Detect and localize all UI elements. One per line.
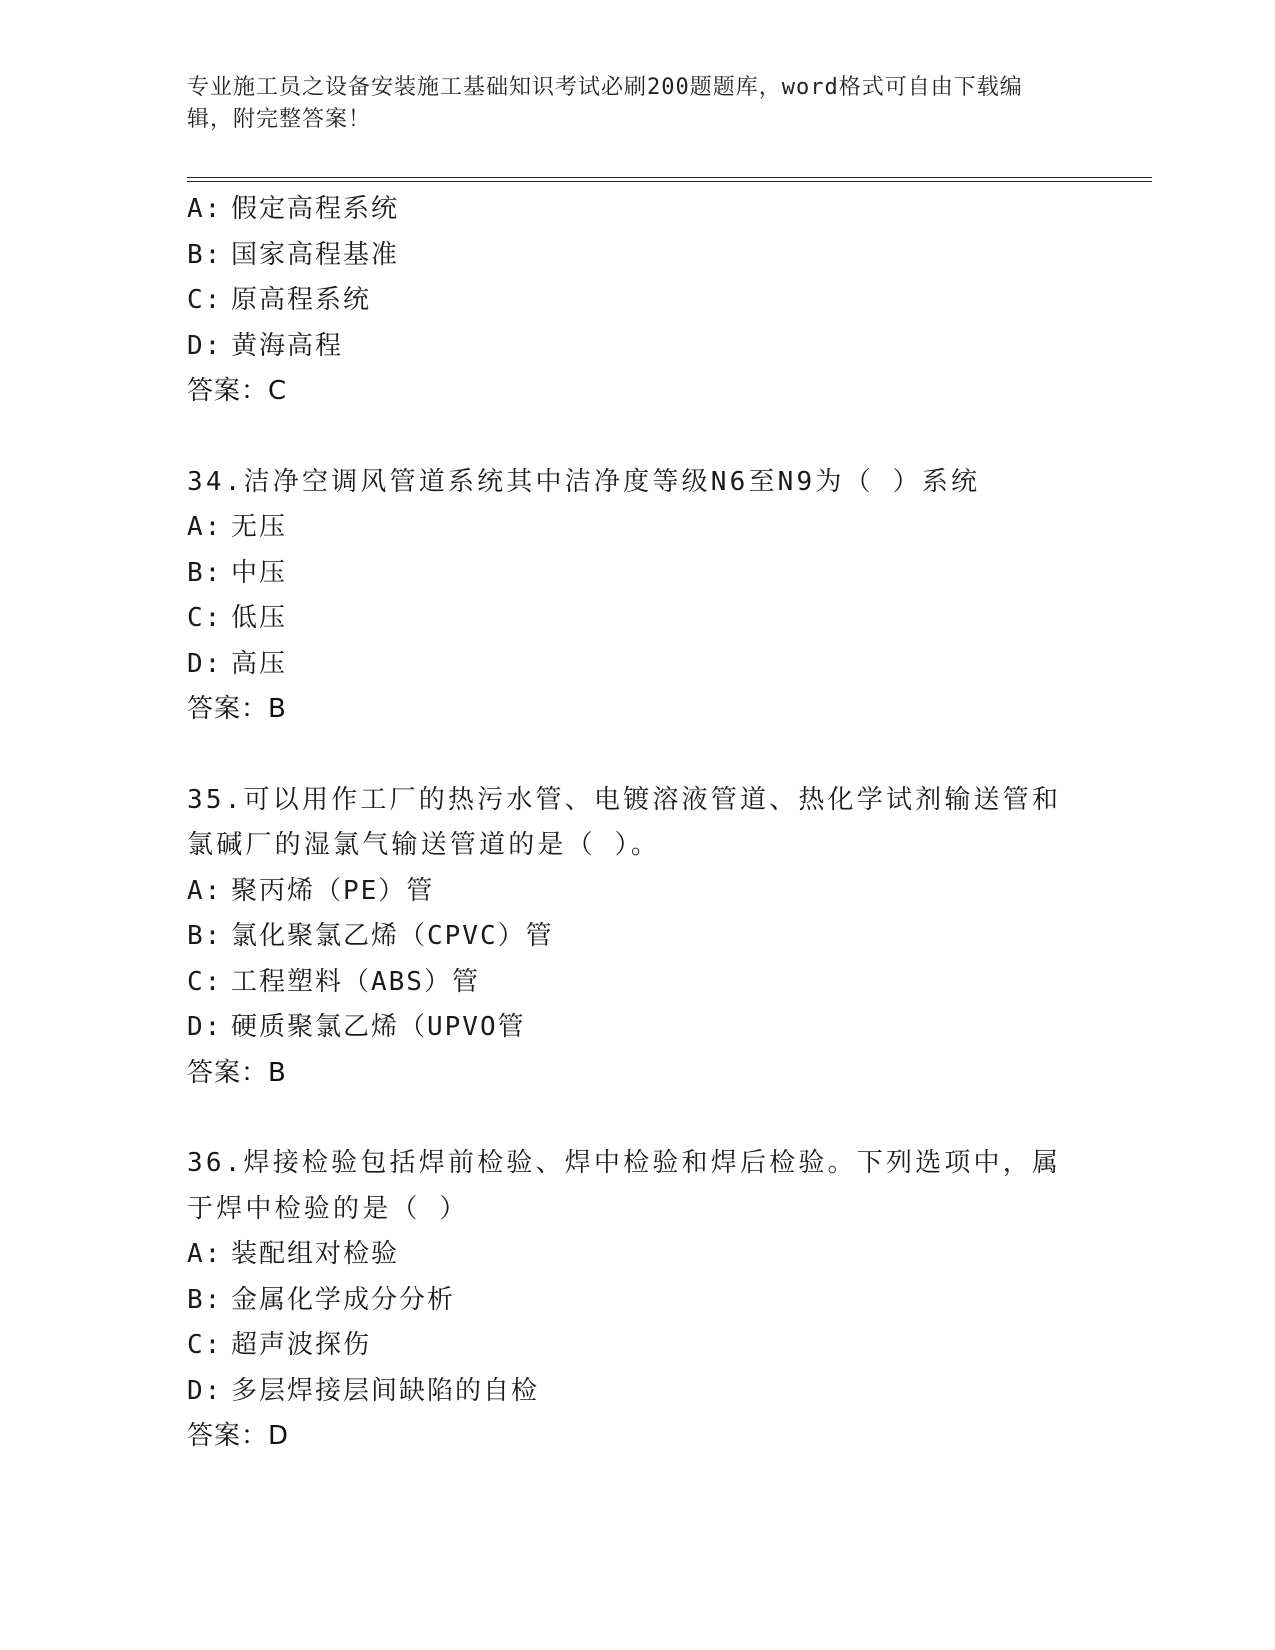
header-divider-bottom	[187, 181, 1152, 182]
option-a: A: 假定高程系统	[187, 194, 400, 224]
header-divider-top	[187, 177, 1152, 178]
question-35	[187, 778, 1087, 1097]
question-stem: 34.洁净空调风管道系统其中洁净度等级N6至N9为（ ）系统	[187, 466, 981, 497]
option-a: A: 装配组对检验	[187, 1239, 400, 1269]
option-b: B: 氯化聚氯乙烯（CPVC）管	[187, 921, 554, 951]
option-d: D: 高压	[187, 648, 288, 679]
question-33-continued	[187, 187, 1087, 415]
answer-label: 答案：B	[187, 694, 287, 724]
option-d: D: 多层焊接层间缺陷的自检	[187, 1375, 540, 1406]
question-36	[187, 1141, 1087, 1460]
option-c: C: 工程塑料（ABS）管	[187, 966, 480, 997]
option-c: C: 超声波探伤	[187, 1330, 372, 1360]
spacer	[187, 733, 1087, 778]
option-c: C: 原高程系统	[187, 285, 372, 315]
document-header: 专业施工员之设备安装施工基础知识考试必刷200题题库，word格式可自由下载编辑，附完整答案！	[187, 75, 1023, 132]
option-b: B: 国家高程基准	[187, 239, 400, 270]
question-stem: 35.可以用作工厂的热污水管、电镀溶液管道、热化学试剂输送管和氯碱厂的湿氯气输送管道的是（ ）。	[187, 784, 1062, 860]
option-a: A: 聚丙烯（PE）管	[187, 875, 435, 906]
question-34	[187, 460, 1087, 733]
option-b: B: 中压	[187, 557, 288, 588]
option-c: C: 低压	[187, 603, 288, 633]
option-d: D: 黄海高程	[187, 330, 344, 361]
spacer	[187, 415, 1087, 460]
option-d: D: 硬质聚氯乙烯（UPVO管	[187, 1012, 526, 1042]
answer-label: 答案：D	[187, 1421, 290, 1451]
option-a: A: 无压	[187, 512, 288, 542]
answer-label: 答案：B	[187, 1057, 287, 1088]
spacer	[187, 1096, 1087, 1141]
question-stem: 36.焊接检验包括焊前检验、焊中检验和焊后检验。下列选项中，属于焊中检验的是（ ）	[187, 1148, 1062, 1224]
question-list	[187, 187, 1087, 1460]
option-b: B: 金属化学成分分析	[187, 1284, 456, 1315]
answer-label: 答案：C	[187, 376, 288, 406]
